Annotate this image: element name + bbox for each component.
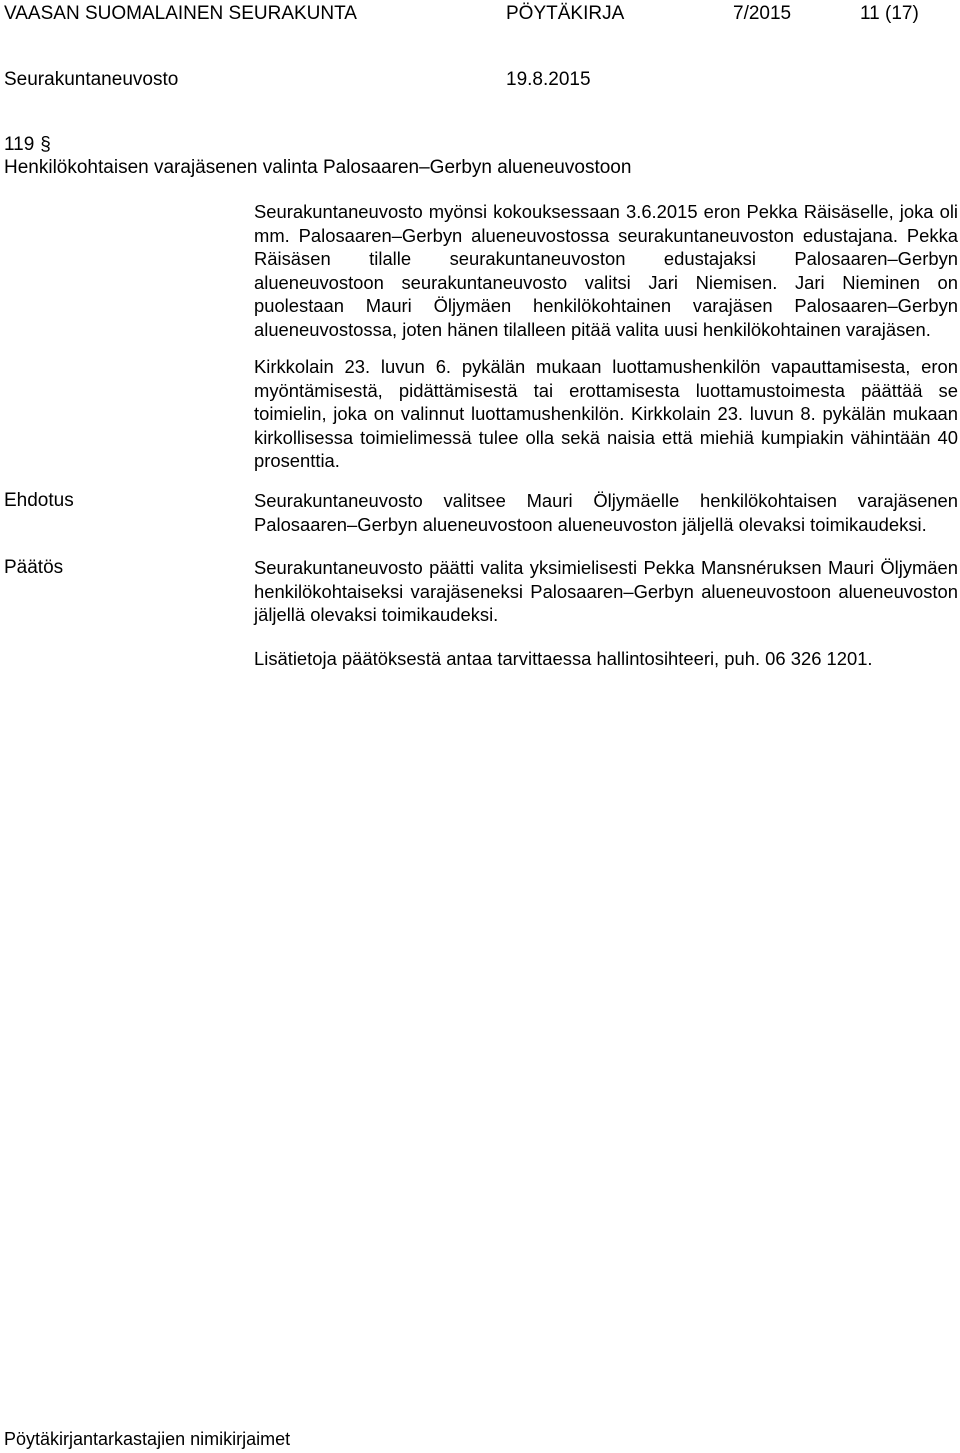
proposal-label: Ehdotus <box>4 490 74 511</box>
background-paragraph-1: Seurakuntaneuvosto myönsi kokouksessaan 3.6.2015 eron Pekka Räisäselle, joka oli mm. Palosaaren–Gerbyn alueneuvostossa seurakuntaneuvoston edustajana. Pekka Räisäsen tilalle seurakuntaneuvoston edustajaksi Palosaaren–Gerbyn alueneuvostoon seurakuntaneuvosto valitsi Jari Niemisen. Jari Nieminen on puolestaan Mauri Öljymäen henkilökohtainen varajäsen Palosaaren–Gerbyn alueneuvostossa, joten hänen tilalleen pitää valita uusi henkilökohtainen varajäsen. <box>254 201 958 340</box>
section-title: Henkilökohtaisen varajäsenen valinta Palosaaren–Gerbyn alueneuvostoon <box>4 157 632 178</box>
background-paragraph-2: Kirkkolain 23. luvun 6. pykälän mukaan luottamushenkilön vapauttamisesta, eron myöntämisestä, pidättämisestä tai erottamisesta luottamustoimesta päättää se toimielin, joka on valinnut luottamushenkilön. Kirkkolain 23. luvun 8. pykälän mukaan kirkollisessa toimielimessä tulee olla sekä naisia että miehiä kumpiakin vähintään 40 prosenttia. <box>254 356 958 472</box>
body-name: Seurakuntaneuvosto <box>4 69 179 90</box>
contact-info: Lisätietoja päätöksestä antaa tarvittaessa hallintosihteeri, puh. 06 326 1201. <box>254 648 873 669</box>
proposal-text: Seurakuntaneuvosto valitsee Mauri Öljymäelle henkilökohtaisen varajäsenen Palosaaren–Gerbyn alueneuvostoon alueneuvoston jäljellä olevaksi toimikaudeksi. <box>254 490 958 535</box>
doc-type: PÖYTÄKIRJA <box>506 3 625 24</box>
section-symbol: § <box>40 134 51 155</box>
meeting-date: 19.8.2015 <box>506 69 591 90</box>
signatures-label: Pöytäkirjantarkastajien nimikirjaimet <box>4 1429 291 1449</box>
parish-name: VAASAN SUOMALAINEN SEURAKUNTA <box>4 3 357 24</box>
page-number: 11 (17) <box>860 3 919 24</box>
doc-number: 7/2015 <box>733 3 792 24</box>
section-number <box>4 133 51 157</box>
section-number-value: 119 <box>4 134 35 155</box>
decision-label: Päätös <box>4 557 64 578</box>
decision-text: Seurakuntaneuvosto päätti valita yksimielisesti Pekka Mansnéruksen Mauri Öljymäen henkilökohtaiseksi varajäseneksi Palosaaren–Gerbyn alueneuvostoon alueneuvoston jäljellä olevaksi toimikaudeksi. <box>254 557 958 626</box>
